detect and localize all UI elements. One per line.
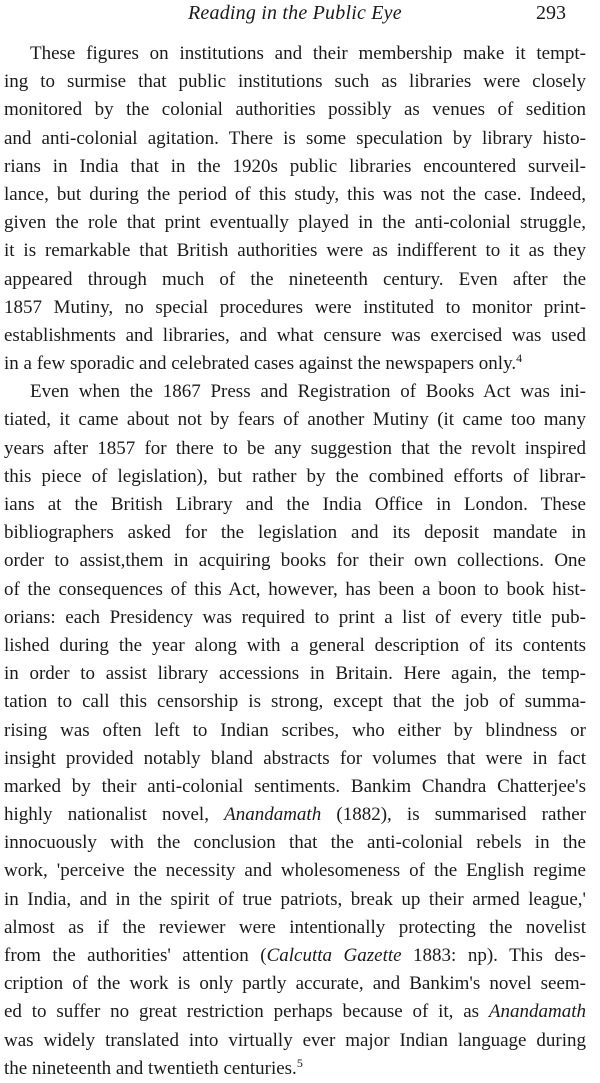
text-line: was widely translated into virtually ever major Indian language during	[4, 1029, 586, 1051]
running-head	[0, 2, 600, 32]
text-line: Even when the 1867 Press and Registration of Books Act was ini-	[30, 381, 586, 403]
text-line: bibliographers asked for the legislation and its deposit mandate in	[4, 522, 586, 544]
text-line: ians at the British Library and the India Office in London. These	[4, 494, 586, 515]
text-line: orians: each Presidency was required to print a list of every title pub-	[4, 606, 586, 628]
page-number: 293	[536, 2, 566, 24]
text-line: given the role that print eventually played in the anti-colonial struggle,	[4, 212, 586, 234]
text-line: ing to surmise that public institutions such as libraries were closely	[4, 71, 586, 93]
text-line	[0, 350, 586, 378]
footnote-marker: 4	[516, 351, 523, 366]
text-line	[0, 1055, 586, 1083]
text-line: it is remarkable that British authorities were as indifferent to it as they	[4, 240, 586, 262]
book-title-anandamath: Anandamath	[224, 804, 322, 826]
text-line: insight provided notably bland abstracts for volumes that were in fact	[4, 747, 586, 769]
text-line: cription of the work is only partly accurate, and Bankim's novel seem-	[4, 973, 586, 995]
citation-title: Calcutta Gazette	[266, 945, 402, 966]
text-line	[0, 998, 586, 1026]
text-line: marked by their anti-colonial sentiments. Bankim Chandra Chatterjee's	[4, 775, 586, 797]
text-line: order to assist,them in acquiring books for their own collections. One	[4, 550, 586, 572]
text-line: this piece of legislation), but rather by the combined efforts of librar-	[4, 465, 586, 487]
paragraph-1	[0, 40, 586, 378]
text-line: tiated, it came about not by fears of another Mutiny (it came too many	[4, 409, 586, 431]
text-line: of the consequences of this Act, however, has been a boon to book hist-	[4, 578, 586, 600]
text-line: These figures on institutions and their membership make it tempt-	[30, 43, 586, 64]
text-segment: highly nationalist novel,	[4, 804, 225, 826]
text-line: monitored by the colonial authorities possibly as venues of sedition	[4, 99, 586, 121]
text-line: lished during the year along with a general description of its contents	[4, 634, 586, 656]
text-segment: 1883: np). This des-	[401, 945, 586, 966]
running-title: Reading in the Public Eye	[188, 2, 402, 24]
text-line: innocuously with the conclusion that the anti-colonial rebels in the	[4, 832, 586, 854]
footnote-marker: 5	[296, 1055, 303, 1070]
text-line: almost as if the reviewer were intentionally protecting the novelist	[4, 916, 586, 938]
text-segment: ed to suffer no great restriction perhaps because of it, as	[4, 1001, 489, 1023]
text-line: in order to assist library accessions in Britain. Here again, the temp-	[4, 663, 586, 685]
text-segment: (1882), is summarised rather	[321, 804, 586, 826]
text-line	[0, 801, 586, 829]
paragraph-2	[0, 378, 586, 1083]
text-line: work, 'perceive the necessity and wholesomeness of the English regime	[4, 860, 586, 882]
text-line: 1857 Mutiny, no special procedures were instituted to monitor print-	[4, 296, 586, 318]
text-line: tation to call this censorship is strong, except that the job of summa-	[4, 691, 586, 713]
text-line: rising was often left to Indian scribes, who either by blindness or	[4, 719, 586, 741]
text-line: establishments and libraries, and what censure was exercised was used	[4, 324, 586, 346]
text-segment: the nineteenth and twentieth centuries.	[4, 1057, 297, 1079]
text-line: and anti-colonial agitation. There is some speculation by library histo-	[4, 127, 586, 149]
text-line: years after 1857 for there to be any suggestion that the revolt inspired	[4, 437, 586, 459]
text-segment: from the authorities' attention (	[4, 945, 267, 966]
body-text	[0, 40, 586, 1083]
text-line: lance, but during the period of this study, this was not the case. Indeed,	[4, 183, 586, 205]
book-title-anandamath: Anandamath	[488, 1001, 586, 1023]
text-segment: in a few sporadic and celebrated cases against the newspapers only.	[4, 353, 517, 375]
text-line: appeared through much of the nineteenth century. Even after the	[4, 268, 586, 290]
text-line: rians in India that in the 1920s public libraries encountered surveil-	[4, 155, 586, 177]
text-line	[0, 942, 586, 970]
text-line: in India, and in the spirit of true patriots, break up their armed league,'	[4, 888, 586, 910]
